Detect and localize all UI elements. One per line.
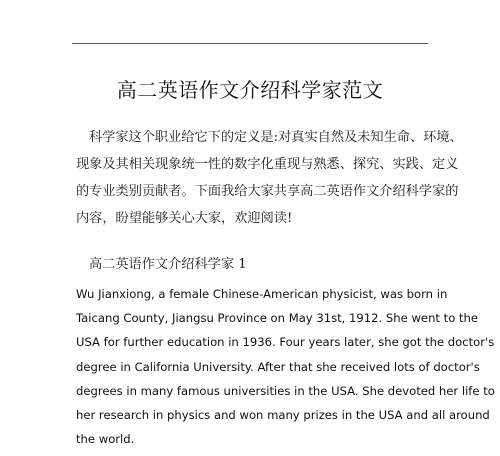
document-title: 高二英语作文介绍科学家范文 bbox=[116, 78, 384, 102]
body-line: degree in California University. After that she received lots of doctor's bbox=[76, 359, 480, 374]
body-line: Wu Jianxiong, a female Chinese-American physicist, was born in bbox=[76, 287, 448, 301]
intro-line: 内容，盼望能够关心大家，欢迎阅读! bbox=[76, 211, 293, 226]
body-line: degrees in many famous universities in the USA. She devoted her life to bbox=[76, 383, 495, 398]
intro-line: 的专业类别贡献者。下面我给大家共享高二英语作文介绍科学家的 bbox=[76, 184, 459, 199]
body-line: Taicang County, Jiangsu Province on May 31st, 1912. She went to the bbox=[76, 311, 478, 326]
header-rule bbox=[72, 43, 428, 44]
intro-line: 科学家这个职业给它下的定义是:对真实自然及未知生命、环境、 bbox=[89, 130, 463, 145]
body-line: her research in physics and won many prizes in the USA and all around bbox=[76, 407, 490, 422]
intro-line: 现象及其相关现象统一性的数字化重现与熟悉、探究、实践、定义 bbox=[76, 157, 459, 172]
body-line: USA for further education in 1936. Four years later, she got the doctor's bbox=[76, 335, 495, 350]
body-line: the world. bbox=[76, 432, 135, 447]
english-paragraph bbox=[76, 282, 495, 451]
section-heading: 高二英语作文介绍科学家 1 bbox=[89, 257, 247, 272]
intro-paragraph bbox=[76, 124, 463, 232]
